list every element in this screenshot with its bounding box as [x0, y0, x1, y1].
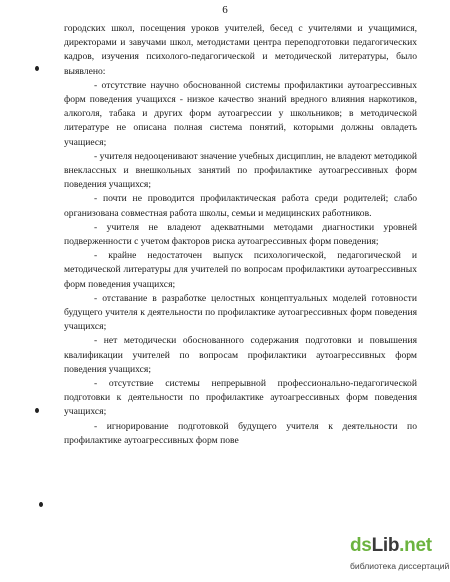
document-body	[64, 22, 417, 448]
intro-paragraph: городских школ, посещения уроков учителей, бесед с учителями и учащимися, директорами и завучами школ, методистами центра переподготовки педагогических кадров, изучения психолого-педагогической и методической литературы, было выявлено:	[64, 23, 417, 77]
margin-dot-mark	[39, 502, 43, 507]
list-item: - игнорирование подготовкой будущего учителя к деятельности по профилактике аутоагрессивных форм пове	[64, 420, 417, 446]
list-item: - отставание в разработке целостных концептуальных моделей готовности будущего учителя к деятельности по профилактике аутоагрессивных форм поведения учащихся;	[64, 292, 417, 333]
watermark-logo-lib: Lib	[371, 535, 400, 556]
list-item: - отсутствие научно обоснованной системы профилактики аутоагрессивных форм поведения учащихся - низкое качество знаний вредного влияния наркотиков, алкоголя, табака и других форм аутоагрессии у школьников; в методической литературе не описана полная система понятий, которыми должны овладеть учащиеся;	[64, 79, 417, 148]
margin-dot-mark	[35, 408, 39, 413]
watermark-logo	[350, 533, 450, 579]
list-item: - учителя не владеют адекватными методами диагностики уровней подверженности с учетом факторов риска аутоагрессивных форм поведения;	[64, 221, 417, 248]
margin-dot-mark	[35, 66, 39, 71]
list-item: - почти не проводится профилактическая работа среди родителей; слабо организована совместная работа школы, семьи и медицинских работников.	[64, 193, 417, 219]
list-item: - крайне недостаточен выпуск психологической, педагогической и методической литературы для учителей по вопросам профилактики аутоагрессивных форм поведения учащихся;	[64, 250, 417, 290]
list-item: - отсутствие системы непрерывной профессионально-педагогической подготовки к деятельности по профилактике аутоагрессивных форм поведения учащихся;	[64, 378, 417, 418]
watermark-logo-text	[350, 535, 432, 557]
watermark-caption: библиотека диссертаций	[350, 561, 450, 571]
watermark-logo-net: .net	[399, 535, 432, 556]
watermark-logo-ds: ds	[350, 535, 372, 556]
page-number: 6	[222, 4, 228, 16]
list-item: - нет методически обоснованного содержания подготовки и повышения квалификации учителей по вопросам профилактики аутоагрессивных форм поведения учащихся;	[64, 335, 417, 375]
list-item: - учителя недооценивают значение учебных дисциплин, не владеют методикой внеклассных и внешкольных занятий по профилактике аутоагрессивных форм поведения учащихся;	[64, 150, 418, 191]
